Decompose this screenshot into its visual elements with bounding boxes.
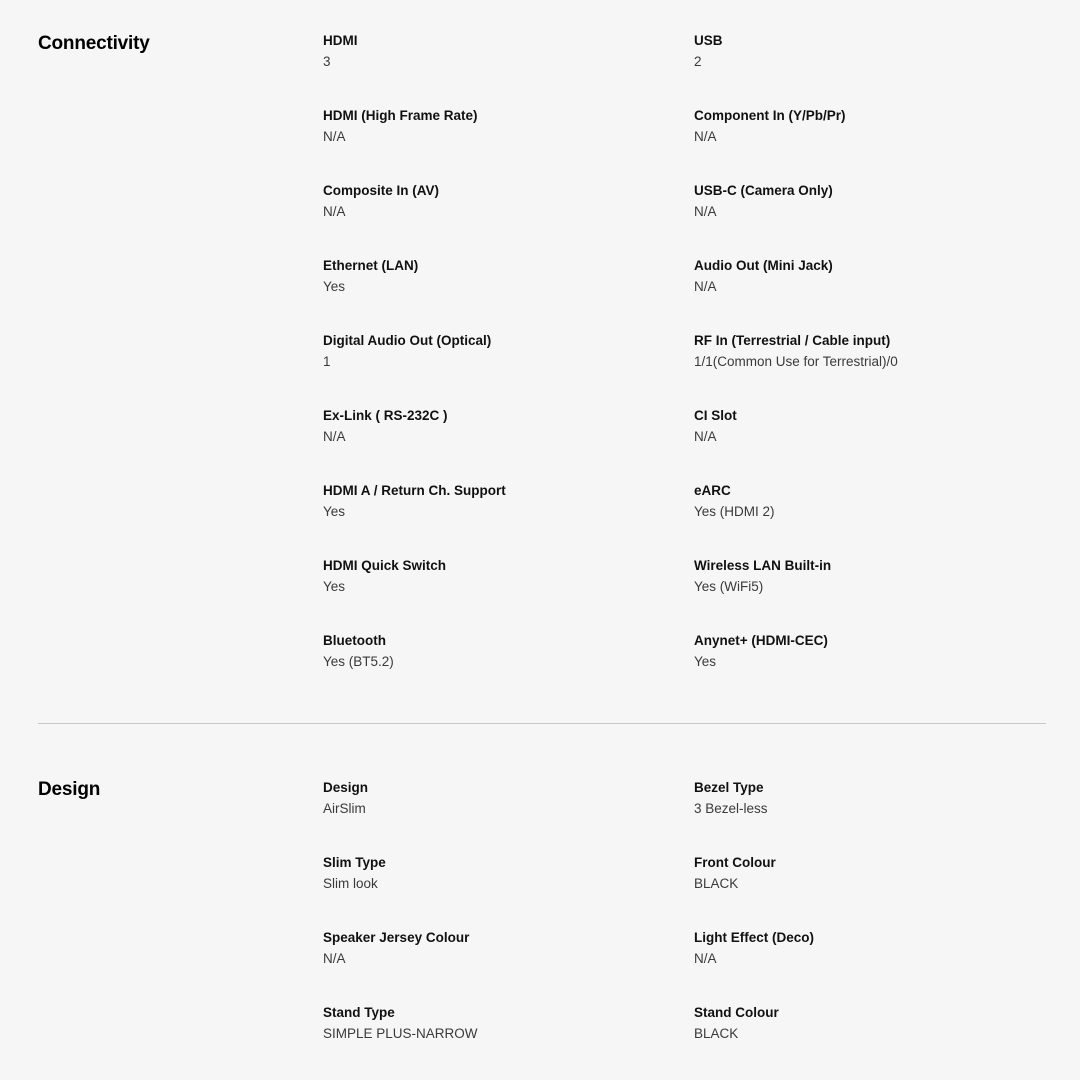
spec-usb [694,33,1043,108]
spec-value: N/A [694,204,717,219]
spec-value: Yes [323,504,346,519]
spec-label: Slim Type [323,855,386,870]
spec-value: Yes (BT5.2) [323,654,394,669]
spec-speaker-jersey-colour [323,930,694,1005]
spec-label: HDMI [323,33,358,48]
spec-label: Front Colour [694,855,776,870]
spec-value: Yes [323,279,346,294]
spec-label: Wireless LAN Built-in [694,558,832,573]
spec-value: N/A [694,951,717,966]
spec-value: 1 [323,354,331,369]
spec-digital-audio-out [323,333,694,408]
spec-composite-in [323,183,694,258]
spec-slim-type [323,855,694,930]
spec-label: Bezel Type [694,780,764,795]
spec-design [323,780,694,855]
spec-value: 1/1(Common Use for Terrestrial)/0 [694,354,898,369]
spec-stand-type [323,1005,694,1080]
spec-value: N/A [694,129,717,144]
design-title: Design [38,779,101,800]
spec-label: Stand Colour [694,1005,779,1020]
spec-value: Yes (HDMI 2) [694,504,775,519]
connectivity-spec-grid [323,33,1043,708]
spec-value: Slim look [323,876,378,891]
spec-value: AirSlim [323,801,366,816]
spec-value: SIMPLE PLUS-NARROW [323,1026,478,1041]
spec-label: Anynet+ (HDMI-CEC) [694,633,828,648]
spec-bluetooth [323,633,694,708]
spec-value: N/A [694,279,717,294]
spec-label: HDMI Quick Switch [323,558,447,573]
spec-ci-slot [694,408,1043,483]
spec-audio-out [694,258,1043,333]
spec-value: 2 [694,54,702,69]
spec-label: HDMI A / Return Ch. Support [323,483,506,498]
spec-label: USB [694,33,723,48]
spec-value: Yes [323,579,346,594]
spec-label: Bluetooth [323,633,386,648]
spec-hdmi [323,33,694,108]
spec-label: Audio Out (Mini Jack) [694,258,833,273]
spec-usb-c [694,183,1043,258]
spec-value: 3 Bezel-less [694,801,768,816]
spec-label: Composite In (AV) [323,183,439,198]
spec-label: HDMI (High Frame Rate) [323,108,478,123]
spec-label: Speaker Jersey Colour [323,930,470,945]
spec-value: N/A [694,429,717,444]
spec-value: N/A [323,204,346,219]
spec-hdmi-high-frame-rate [323,108,694,183]
spec-hdmi-quick-switch [323,558,694,633]
spec-value: 3 [323,54,331,69]
design-spec-grid [323,780,1043,1080]
connectivity-title: Connectivity [38,33,150,54]
spec-earc [694,483,1043,558]
spec-value: N/A [323,951,346,966]
spec-label: RF In (Terrestrial / Cable input) [694,333,891,348]
spec-component-in [694,108,1043,183]
spec-light-effect [694,930,1043,1005]
spec-front-colour [694,855,1043,930]
spec-anynet [694,633,1043,708]
spec-label: Digital Audio Out (Optical) [323,333,492,348]
spec-value: Yes [694,654,717,669]
spec-value: BLACK [694,1026,739,1041]
spec-label: Ethernet (LAN) [323,258,419,273]
section-divider [38,723,1046,724]
spec-stand-colour [694,1005,1043,1080]
spec-wireless-lan [694,558,1043,633]
spec-label: Ex-Link ( RS-232C ) [323,408,448,423]
spec-label: USB-C (Camera Only) [694,183,833,198]
spec-ethernet [323,258,694,333]
spec-ex-link [323,408,694,483]
spec-value: N/A [323,129,346,144]
spec-label: Component In (Y/Pb/Pr) [694,108,846,123]
spec-rf-in [694,333,1043,408]
spec-label: eARC [694,483,731,498]
spec-label: CI Slot [694,408,737,423]
spec-value: BLACK [694,876,739,891]
spec-label: Stand Type [323,1005,395,1020]
spec-label: Light Effect (Deco) [694,930,814,945]
spec-label: Design [323,780,369,795]
spec-value: N/A [323,429,346,444]
spec-bezel-type [694,780,1043,855]
spec-value: Yes (WiFi5) [694,579,764,594]
spec-hdmi-a-return [323,483,694,558]
